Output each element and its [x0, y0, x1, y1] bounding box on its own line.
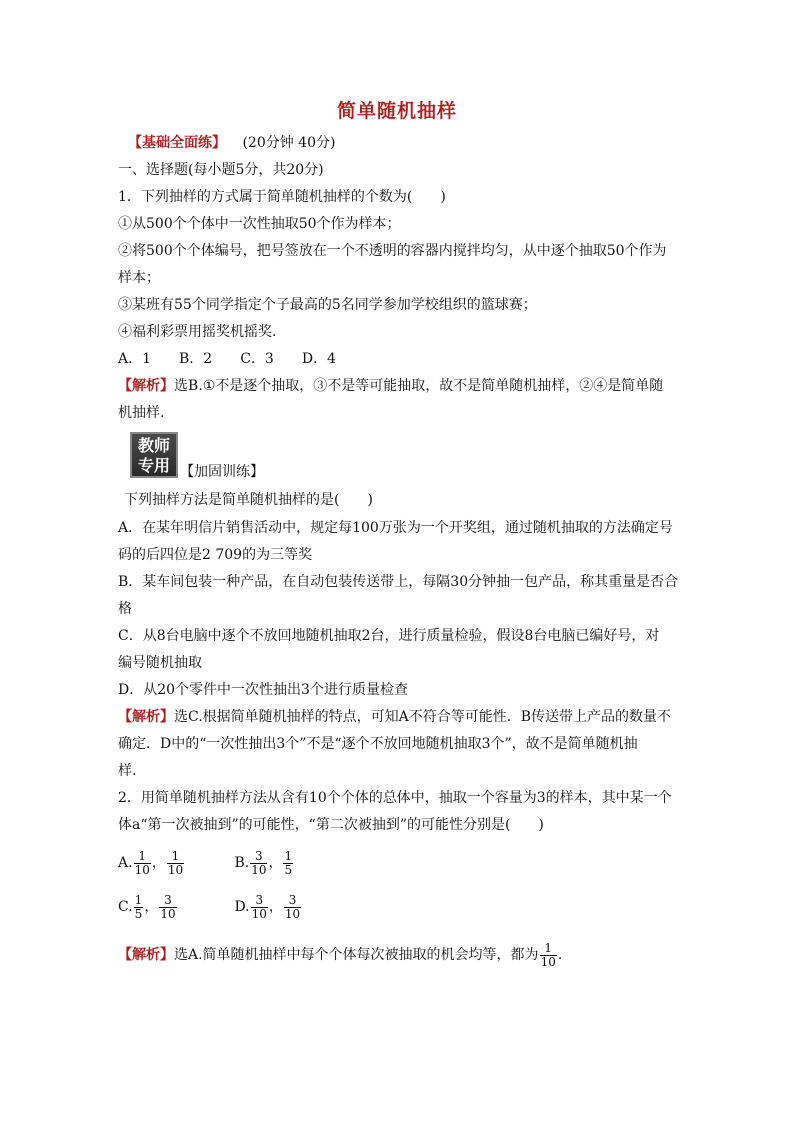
practice-option-b: B．某车间包装一种产品，在自动包装传送带上，每隔30分钟抽一包产品，称其重量是否合 — [118, 574, 679, 590]
fraction: $\frac{3}{10}$ — [251, 848, 267, 877]
practice-analysis-cont: 确定．D中的“一次性抽出3个”不是“逐个不放回地随机抽取3个”，故不是简单随机抽 — [118, 736, 638, 752]
teacher-only-badge — [130, 432, 178, 478]
practice-tag: 【加固训练】 — [180, 464, 264, 480]
question-2-options-row-2 — [118, 890, 678, 924]
option-b: B. $\frac{3}{10}$ ， $\frac{1}{5}$ — [234, 848, 293, 877]
question-1-options: A．1 B．2 C．3 D．4 — [118, 351, 336, 367]
option-c: C. $\frac{1}{5}$ ， $\frac{3}{10}$ — [118, 892, 176, 921]
analysis-text: 选A.简单随机抽样中每个个体每次被抽取的机会均等，都为 — [174, 947, 539, 963]
option-b-label: B. — [234, 855, 250, 871]
question-2-stem: 2．用简单随机抽样方法从含有10个个体的总体中，抽取一个容量为3的样本，其中某一个 — [118, 790, 672, 806]
practice-analysis — [118, 707, 678, 727]
header-line — [128, 133, 688, 153]
option-c-label: C. — [118, 899, 133, 915]
question-2-stem-cont: 体a“第一次被抽到”的可能性，“第二次被抽到”的可能性分别是( ) — [118, 817, 544, 833]
badge-line-2: 专用 — [137, 456, 170, 475]
question-1-analysis-cont: 机抽样. — [118, 405, 165, 421]
analysis-tag: 【解析】 — [118, 947, 174, 963]
question-2-analysis: 【解析】选A.简单随机抽样中每个个体每次被抽取的机会均等，都为 $\frac{1}{10}$ . — [118, 940, 563, 969]
practice-option-c: C．从8台电脑中逐个不放回地随机抽取2台，进行质量检验，假设8台电脑已编好号，对 — [118, 628, 660, 644]
practice-stem: 下列抽样方法是简单随机抽样的是( ) — [124, 492, 373, 508]
basic-practice-tag: 【基础全面练】 — [128, 135, 226, 151]
question-1-analysis — [118, 376, 678, 396]
question-1-item-4: ④福利彩票用摇奖机摇奖. — [118, 324, 277, 340]
fraction: $\frac{1}{10}$ — [134, 848, 150, 877]
badge-line-1: 教师 — [137, 436, 170, 455]
fraction: $\frac{1}{5}$ — [134, 892, 143, 921]
practice-option-d: D．从20个零件中一次性抽出3个进行质量检查 — [118, 682, 408, 698]
fraction: $\frac{3}{10}$ — [160, 892, 176, 921]
option-a-label: A. — [118, 855, 133, 871]
practice-option-a: A．在某年明信片销售活动中，规定每100万张为一个开奖组，通过随机抽取的方法确定号 — [118, 520, 673, 536]
practice-analysis-end: 样. — [118, 763, 137, 779]
fraction: $\frac{1}{10}$ — [167, 848, 184, 877]
time-score-info: (20分钟 40分) — [242, 135, 336, 151]
practice-option-a-cont: 码的后四位是2 709的为三等奖 — [118, 547, 313, 563]
page-title: 简单随机抽样 — [336, 100, 457, 122]
question-1-item-1: ①从500个个体中一次性抽取50个作为样本； — [118, 216, 401, 232]
option-d-label: D. — [234, 899, 250, 915]
analysis-text: 选C.根据简单随机抽样的特点，可知A不符合等可能性．B传送带上产品的数量不 — [174, 709, 672, 725]
fraction: $\frac{3}{10}$ — [284, 892, 301, 921]
analysis-text: 选B.①不是逐个抽取，③不是等可能抽取，故不是简单随机抽样，②④是简单随 — [174, 378, 664, 394]
question-1-item-2: ②将500个个体编号，把号签放在一个不透明的容器内搅拌均匀，从中逐个抽取50个作为 — [118, 243, 667, 259]
practice-option-c-cont: 编号随机抽取 — [118, 655, 202, 671]
section-heading: 一、选择题(每小题5分，共20分) — [118, 162, 324, 178]
question-1-item-3: ③某班有55个同学指定个子最高的5名同学参加学校组织的篮球赛； — [118, 297, 537, 313]
option-d: D. $\frac{3}{10}$ ， $\frac{3}{10}$ — [234, 892, 301, 921]
question-1-stem: 1．下列抽样的方式属于简单随机抽样的个数为( ) — [118, 189, 446, 205]
option-a: A. $\frac{1}{10}$ ， $\frac{1}{10}$ — [118, 848, 184, 877]
analysis-tag: 【解析】 — [118, 378, 174, 394]
fraction: $\frac{1}{10}$ — [540, 940, 556, 969]
practice-option-b-cont: 格 — [118, 601, 132, 617]
fraction: $\frac{1}{5}$ — [284, 848, 293, 877]
analysis-tag: 【解析】 — [118, 709, 174, 725]
fraction: $\frac{3}{10}$ — [251, 892, 267, 921]
question-1-item-2-cont: 样本； — [118, 270, 160, 286]
question-2-options-row-1 — [118, 846, 678, 880]
